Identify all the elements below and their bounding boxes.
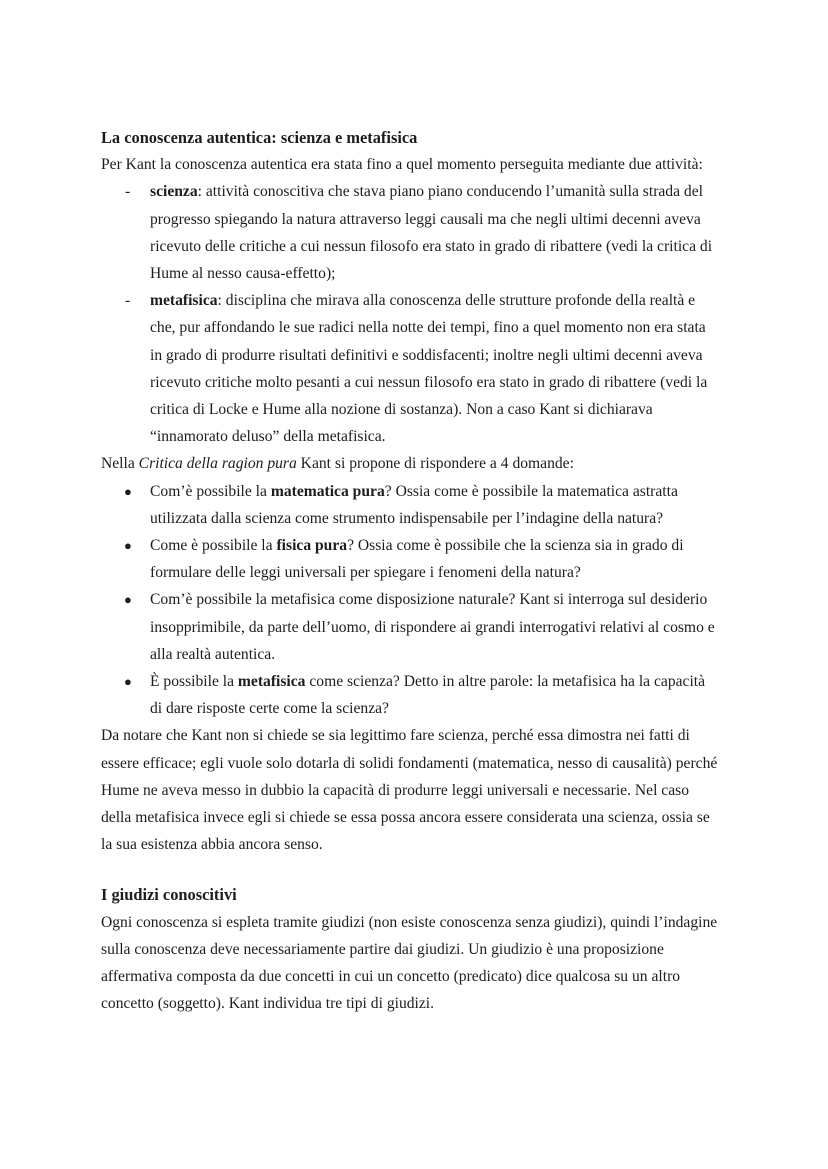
giudizi-paragraph: Ogni conoscenza si espleta tramite giudizi (non esiste conoscenza senza giudizi), quindi l’indagine sulla conoscenza deve necessariamente partire dai giudizi. Un giudizio è una proposizione affermativa composta da due concetti in cui un concetto (predicato) dice qualcosa su un altro concetto (soggetto). Kant individua tre tipi di giudizi. [101, 913, 718, 1013]
questions-intro-start: Nella [101, 455, 139, 473]
section-title-conoscenza: La conoscenza autentica: scienza e metafisica [101, 128, 418, 147]
closing-paragraph: Da notare che Kant non si chiede se sia legittimo fare scienza, perché essa dimostra nei fatti di essere efficace; egli vuole solo dotarla di solidi fondamenti (matematica, nesso di causalità) perché Hume ne aveva messo in dubbio la capacità di produrre leggi universali e necessarie. Nel caso della metafisica invece egli si chiede se essa possa ancora essere considerata una scienza, ossia se la sua esistenza abbia ancora senso. [101, 727, 718, 854]
question-text: Come è possibile la [150, 537, 277, 555]
question-keyword: metafisica [237, 673, 306, 691]
list-item [101, 178, 721, 287]
intro-paragraph: Per Kant la conoscenza autentica era stata fino a quel momento perseguita mediante due attività: [101, 156, 703, 174]
question-text: Com’è possibile la [150, 482, 271, 500]
dash-marker: - [125, 292, 131, 310]
list-item [101, 287, 721, 450]
document-page [101, 124, 721, 1018]
section-title-giudizi: I giudizi conoscitivi [101, 885, 237, 905]
term-metafisica: metafisica [150, 292, 218, 310]
dash-marker: - [125, 183, 131, 201]
bullet-icon: ● [124, 674, 132, 690]
question-text: ? Ossia come è possibile la matematica astratta utilizzata dalla scienza come strumento indispensabile per l’indagine della natura? [150, 482, 678, 527]
questions-intro-end: Kant si propone di rispondere a 4 domande: [296, 455, 574, 473]
questions-list [101, 478, 721, 723]
question-text: ? Ossia come è possibile che la scienza sia in grado di formulare delle leggi universali per spiegare i fenomeni della natura? [150, 537, 684, 582]
question-text: È possibile la [150, 673, 238, 691]
section-spacer [101, 858, 721, 881]
bullet-icon: ● [124, 592, 132, 608]
item-text: : disciplina che mirava alla conoscenza delle strutture profonde della realtà e che, pur affondando le sue radici nella notte dei tempi, fino a quel momento non era stata in grado di produrre risultati definitivi e soddisfacenti; inoltre negli ultimi decenni aveva ricevuto critiche molto pesanti a cui nessun filosofo era stato in grado di ribattere (vedi la critica di Locke e Hume alla nozione di sostanza). Non a caso Kant si dichiarava “innamorato deluso” della metafisica. [150, 292, 708, 446]
bullet-icon: ● [124, 538, 132, 554]
list-item [101, 668, 721, 722]
activities-list [101, 178, 721, 450]
questions-intro [101, 450, 721, 477]
list-item [101, 586, 721, 668]
item-text: : attività conoscitiva che stava piano piano conducendo l’umanità sulla strada del progresso spiegando la natura attraverso leggi causali ma che negli ultimi decenni aveva ricevuto delle critiche a cui nessun filosofo era stato in grado di ribattere (vedi la critica di Hume al nesso causa-effetto); [150, 183, 713, 283]
list-item [101, 532, 721, 586]
question-text: come scienza? Detto in altre parole: la metafisica ha la capacità di dare risposte certe come la scienza? [150, 673, 706, 718]
question-text: Com’è possibile la metafisica come disposizione naturale? Kant si interroga sul desiderio insopprimibile, da parte dell’uomo, di rispondere ai grandi interrogativi relativi al cosmo e alla realtà autentica. [150, 591, 715, 663]
list-item [101, 478, 721, 532]
question-keyword: matematica pura [270, 482, 385, 500]
bullet-icon: ● [124, 483, 132, 499]
book-title: Critica della ragion pura [138, 455, 297, 473]
question-keyword: fisica pura [276, 537, 348, 555]
term-scienza: scienza [150, 183, 198, 201]
